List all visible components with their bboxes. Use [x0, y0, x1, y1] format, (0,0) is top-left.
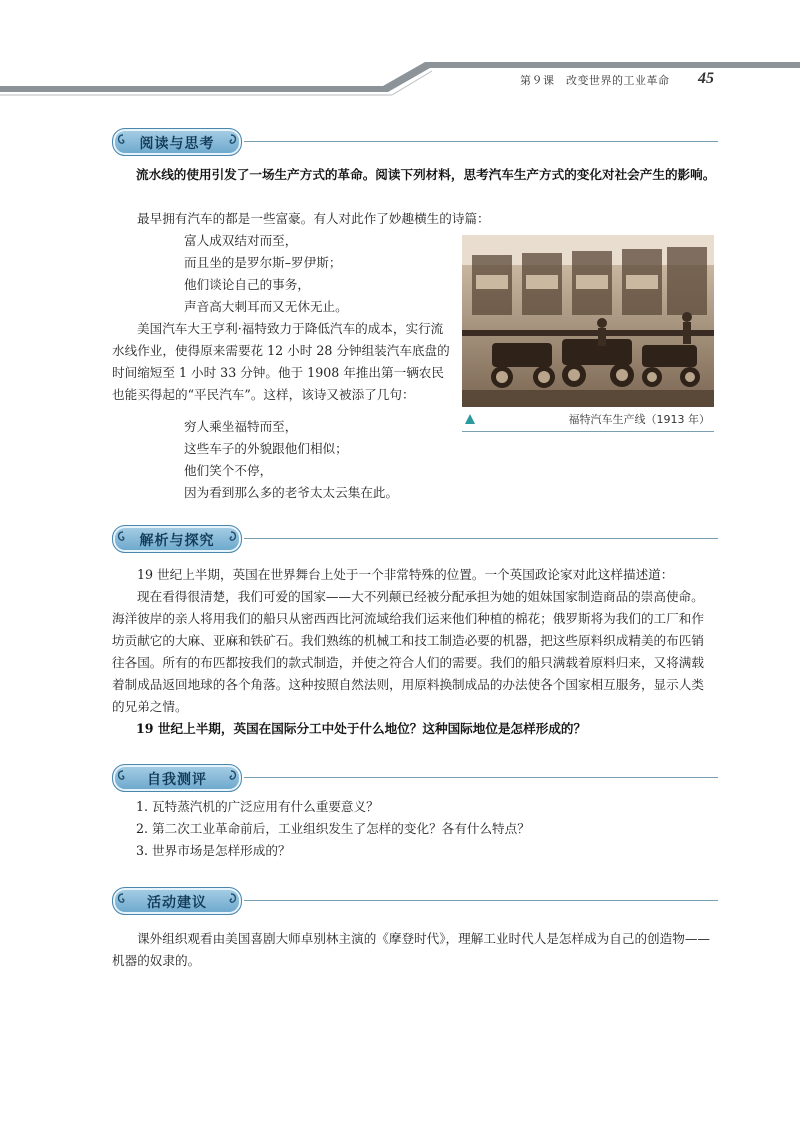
header-band	[0, 0, 800, 100]
poem-line: 穷人乘坐福特而至，	[184, 419, 298, 434]
test-question-list	[136, 796, 530, 862]
read-intro: 流水线的使用引发了一场生产方式的革命。阅读下列材料，思考汽车生产方式的变化对社会产生的影响。	[136, 167, 716, 182]
section-rule	[244, 141, 718, 142]
section-badge	[112, 525, 242, 553]
scroll-ornament-icon	[224, 531, 238, 545]
poem-line: 因为看到那么多的老爷太太云集在此。	[184, 485, 399, 500]
section-analysis-heading	[112, 525, 718, 551]
lesson-title: 第９课 改变世界的工业革命	[520, 74, 670, 87]
analysis-question: 19 世纪上半期，英国在国际分工中处于什么地位？这种国际地位是怎样形成的？	[136, 721, 587, 736]
poem-line: 富人成双结对而至，	[184, 233, 298, 248]
poem-line: 他们笑个不停，	[184, 463, 273, 478]
ford-assembly-line-photo	[462, 235, 714, 407]
analysis-quote: 现在看得很清楚，我们可爱的国家——大不列颠已经被分配承担为她的姐妹国家制造商品的崇高使命。海洋彼岸的亲人将用我们的船只从密西西比河流域给我们运来他们种植的棉花；俄罗斯将为我们的工厂和作坊贡献它的大麻、亚麻和铁矿石。我们熟练的机械工和技工制造必要的机器，把这些原料织成精美的布匹销往各国。所有的布匹都按我们的款式制造，并使之符合人们的需要。我们的船只满载着原料归来，又将满载着制成品返回地球的各个角落。这种按照自然法则，用原料换制成品的办法使各个国家相互服务，显示人类的兄弟之情。	[112, 589, 704, 714]
section-badge	[112, 764, 242, 792]
scroll-ornament-icon	[224, 770, 238, 784]
section-rule	[244, 538, 718, 539]
section-activity-heading	[112, 887, 718, 913]
read-para-1: 最早拥有汽车的都是一些富豪。有人对此作了妙趣横生的诗篇：	[137, 211, 490, 226]
section-read-title: 阅读与思考	[139, 136, 215, 152]
list-item: 2. 第二次工业革命前后，工业组织发生了怎样的变化？各有什么特点？	[136, 821, 530, 836]
section-badge	[112, 887, 242, 915]
poem-line: 这些车子的外貌跟他们相似；	[184, 441, 348, 456]
poem-poor	[184, 416, 398, 504]
section-activity-title: 活动建议	[147, 895, 207, 911]
list-item: 1. 瓦特蒸汽机的广泛应用有什么重要意义？	[136, 799, 379, 814]
section-analysis-title: 解析与探究	[139, 533, 215, 549]
scroll-ornament-icon	[224, 134, 238, 148]
triangle-icon	[464, 413, 476, 425]
section-test-title: 自我测评	[147, 772, 207, 788]
activity-text: 课外组织观看由美国喜剧大师卓别林主演的《摩登时代》，理解工业时代人是怎样成为自己的创造物——机器的奴隶的。	[112, 931, 711, 968]
section-rule	[244, 900, 718, 901]
poem-rich	[184, 230, 348, 318]
poem-line: 他们谈论自己的事务，	[184, 277, 310, 292]
section-badge	[112, 128, 242, 156]
photo-caption: 福特汽车生产线（1913 年）	[568, 413, 710, 426]
analysis-para-1: 19 世纪上半期，英国在世界舞台上处于一个非常特殊的位置。一个英国政论家对此这样描述道：	[137, 567, 674, 582]
read-para-2: 美国汽车大王亨利·福特致力于降低汽车的成本，实行流水线作业，使得原来需要花 12 小时 28 分钟组装汽车底盘的时间缩短至 1 小时 33 分钟。他于 1908 年推出第一辆农民也能买得起的“平民汽车”。这样，该诗又被添了几句：	[112, 321, 450, 402]
caption-rule	[462, 431, 714, 432]
list-item: 3. 世界市场是怎样形成的？	[136, 843, 291, 858]
photo-caption-row	[462, 410, 714, 432]
poem-line: 声音高大刺耳而又无休无止。	[184, 299, 348, 314]
page-number: 45	[698, 70, 714, 87]
section-read-heading	[112, 128, 718, 154]
section-rule	[244, 777, 718, 778]
section-test-heading	[112, 764, 718, 790]
scroll-ornament-icon	[224, 893, 238, 907]
poem-line: 而且坐的是罗尔斯–罗伊斯；	[184, 255, 342, 270]
